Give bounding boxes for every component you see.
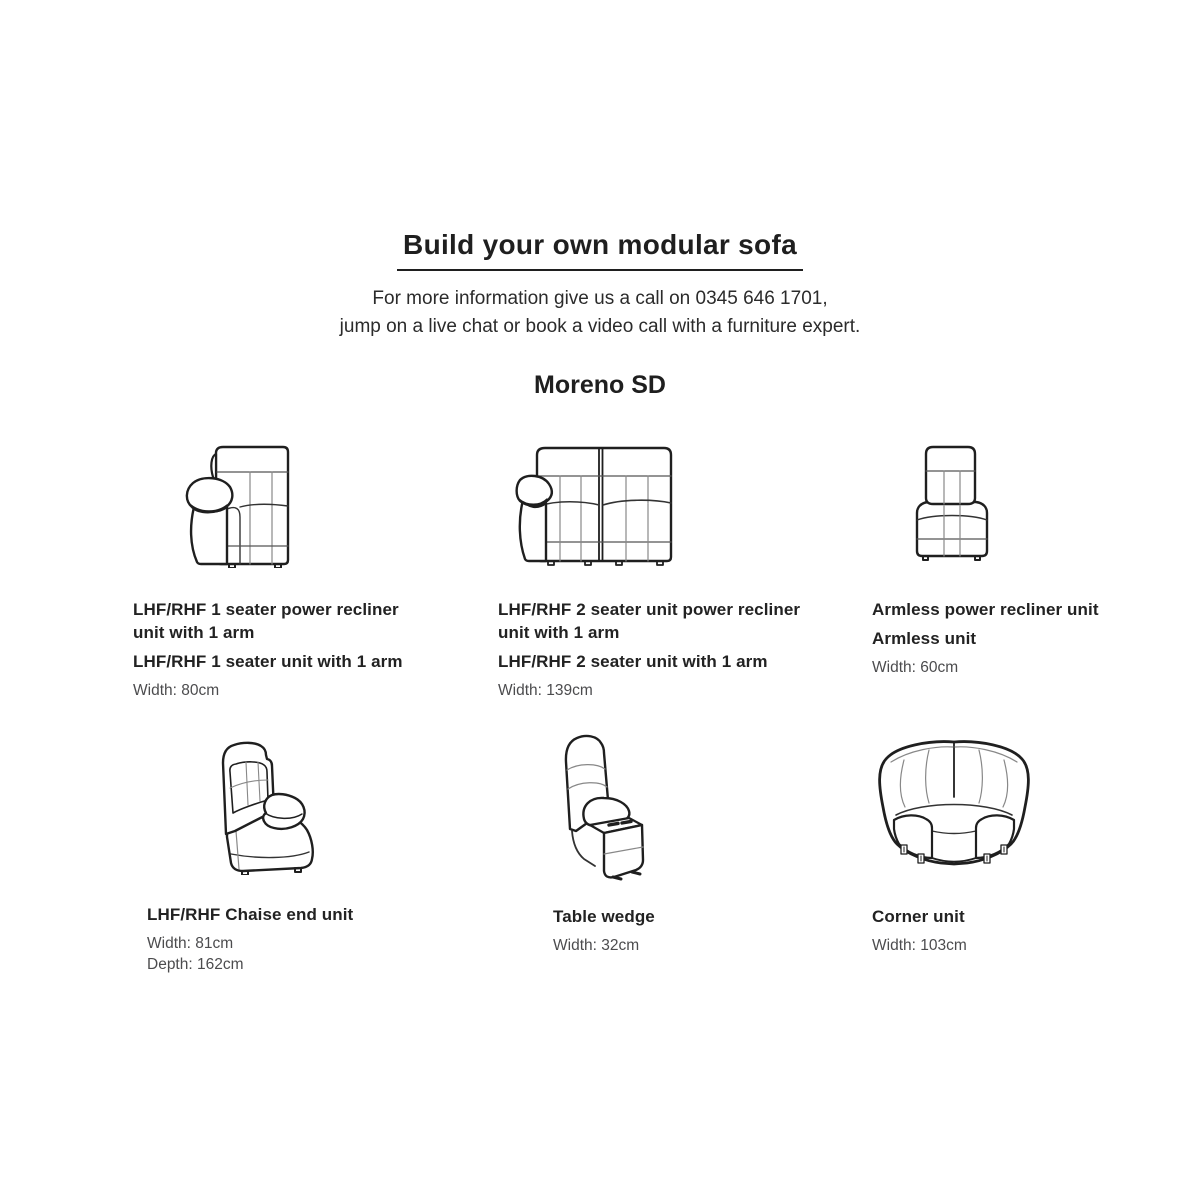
figure-1-seater	[183, 443, 291, 568]
chaise-end-unit-icon	[205, 737, 317, 875]
info-line-1: For more information give us a call on 0345 646 1701,	[372, 288, 828, 309]
unit-name-line: LHF/RHF 1 seater power recliner	[133, 600, 399, 619]
sofa-2-seater-1-arm-icon	[515, 443, 677, 568]
unit-dimension: Depth: 162cm	[147, 956, 244, 973]
collection-title: Moreno SD	[534, 371, 666, 399]
unit-dimension: Width: 139cm	[498, 682, 593, 699]
unit-dimension: Width: 103cm	[872, 937, 967, 954]
unit-name: Corner unit	[872, 907, 965, 926]
figure-chaise-end	[205, 737, 317, 875]
unit-dimension: Width: 60cm	[872, 659, 959, 676]
armless-unit-icon	[914, 443, 990, 566]
unit-alt-name: Armless unit	[872, 629, 977, 648]
unit-dimension: Width: 80cm	[133, 682, 220, 699]
info-text	[0, 285, 1200, 340]
unit-info-table-wedge	[553, 905, 913, 956]
figure-armless	[914, 443, 990, 566]
unit-name: LHF/RHF Chaise end unit	[147, 905, 354, 924]
unit-info-armless	[872, 598, 1200, 678]
unit-dimension: Width: 32cm	[553, 937, 640, 954]
unit-info-chaise-end	[147, 903, 507, 975]
unit-info-2-seater	[498, 598, 858, 701]
sofa-1-seater-1-arm-icon	[183, 443, 291, 568]
unit-name: Table wedge	[553, 907, 655, 926]
unit-info-corner	[872, 905, 1200, 956]
unit-name	[498, 598, 858, 644]
unit-alt-name: LHF/RHF 2 seater unit with 1 arm	[498, 652, 768, 671]
unit-dimension: Width: 81cm	[147, 935, 234, 952]
page-title-wrap	[0, 229, 1200, 271]
unit-alt-name: LHF/RHF 1 seater unit with 1 arm	[133, 652, 403, 671]
figure-table-wedge	[556, 732, 648, 881]
table-wedge-icon	[556, 732, 648, 881]
unit-name-line: unit with 1 arm	[133, 623, 255, 642]
info-line-2: jump on a live chat or book a video call with a furniture expert.	[339, 315, 861, 337]
unit-info-1-seater	[133, 598, 493, 701]
unit-name: Armless power recliner unit	[872, 600, 1099, 619]
figure-corner	[868, 737, 1040, 871]
unit-name	[133, 598, 493, 644]
page-title: Build your own modular sofa	[397, 229, 803, 271]
unit-name-line: LHF/RHF 2 seater unit power recliner	[498, 600, 801, 619]
figure-2-seater	[515, 443, 677, 568]
unit-name-line: unit with 1 arm	[498, 623, 620, 642]
corner-unit-icon	[868, 737, 1040, 871]
